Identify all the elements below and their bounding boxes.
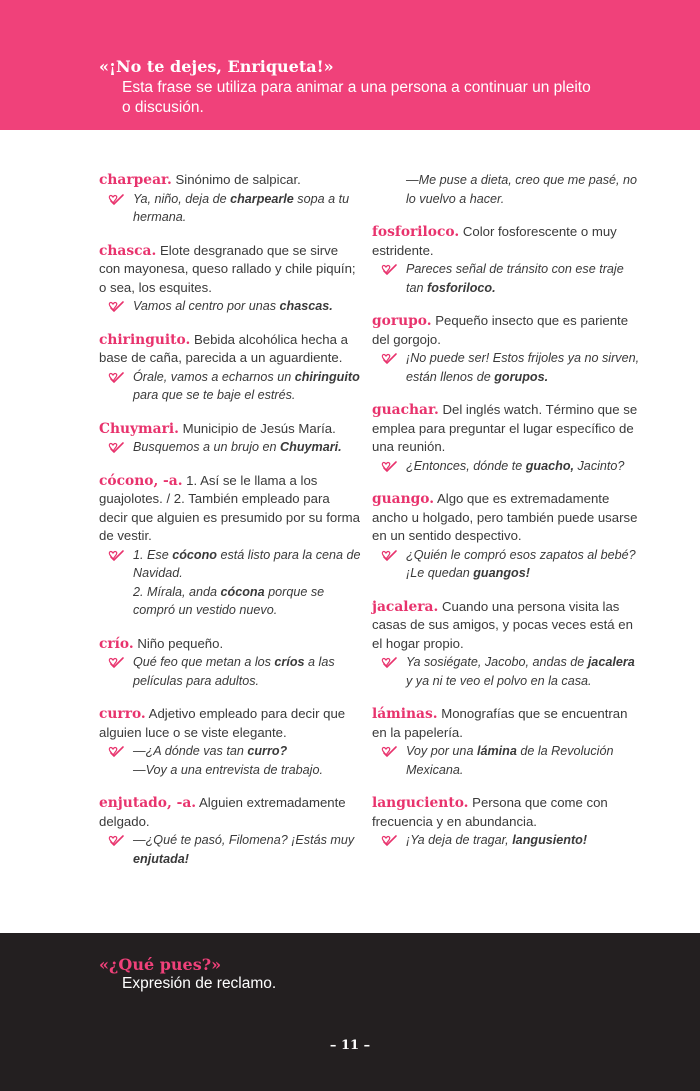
example-text: está listo para la cena de Navidad. [133, 547, 361, 580]
check-heart-icon [107, 371, 125, 385]
entry-definition-text: Color fosforescente o muy estridente. [372, 224, 617, 258]
entry-definition [372, 490, 642, 546]
entry-definition [99, 331, 361, 368]
example-keyword: chascas. [279, 299, 333, 313]
entry-definition [372, 223, 642, 260]
example-text: ¡No puede ser! Estos frijoles ya no sirven, están llenos de [406, 351, 640, 384]
banner-meaning: Esta frase se utiliza para animar a una persona a continuar un pleito o discusión. [122, 79, 591, 116]
bottom-banner [0, 933, 700, 1091]
entry-example [372, 349, 642, 386]
right-column [372, 171, 642, 865]
entry-headword: Chuymari. [99, 420, 179, 437]
entry-definition [99, 635, 361, 654]
check-heart-icon [107, 834, 125, 848]
check-heart-icon [107, 656, 125, 670]
check-heart-icon [107, 549, 125, 563]
example-text: Vamos al centro por unas [133, 299, 280, 313]
entry-definition-text: Monografías que se encuentran en la papelería. [372, 706, 628, 740]
entry-example [99, 583, 361, 620]
entry-example [372, 546, 642, 583]
example-text: ¿Entonces, dónde te [406, 458, 526, 473]
example-text: Órale, vamos a echarnos un [133, 369, 295, 384]
example-text: Qué feo que metan a los [133, 655, 275, 669]
entry-headword: crío. [99, 635, 134, 652]
entry-definition-text: Adjetivo empleado para decir que alguien luce o se viste elegante. [99, 706, 346, 740]
example-keyword: fosforiloco. [427, 280, 496, 295]
example-text: Jacinto? [574, 458, 625, 473]
dictionary-entry [372, 705, 642, 779]
check-heart-icon [380, 834, 398, 848]
page-number: – 11 – [329, 1038, 371, 1053]
entry-example [372, 260, 642, 297]
entry-headword: guachar. [372, 402, 439, 418]
example-text: Ya sosiégate, Jacobo, andas de [406, 655, 588, 669]
banner-phrase: «¡No te dejes, Enriqueta!» [99, 57, 334, 76]
check-heart-icon [380, 656, 398, 670]
dictionary-entry [372, 401, 642, 475]
entry-headword: cócono, -a. [99, 472, 183, 489]
example-keyword: Chuymari. [280, 440, 342, 454]
entry-definition-text: Cuando una persona visita las casas de sus amigos, y pocas veces está en el hogar propio. [372, 598, 633, 651]
entry-definition-text: Niño pequeño. [133, 635, 224, 651]
entry-example [372, 653, 642, 690]
entry-example [99, 297, 361, 316]
dictionary-entry [372, 490, 642, 583]
check-heart-icon [380, 549, 398, 563]
check-heart-icon [380, 745, 398, 759]
example-keyword: charpearle [230, 191, 294, 206]
example-keyword: cócona [220, 584, 265, 599]
entry-example [99, 368, 361, 405]
entry-definition [99, 705, 361, 742]
example-keyword: guangos! [473, 566, 530, 580]
example-text: —Voy a una entrevista de trabajo. [133, 762, 323, 777]
entry-example [99, 742, 361, 761]
check-heart-icon [380, 352, 398, 366]
example-text: porque se compró un vestido nuevo. [133, 584, 325, 617]
example-keyword: curro? [247, 744, 288, 758]
example-text: —¿Qué te pasó, Filomena? ¡Estás muy [133, 833, 355, 847]
entry-example [99, 831, 361, 868]
bottom-phrase: «¿Qué pues?» [99, 955, 222, 974]
left-column [99, 171, 361, 883]
example-text: para que se te baje el estrés. [133, 388, 296, 402]
entry-headword: jacalera. [372, 598, 439, 615]
entry-definition-text: Algo que es extremadamente ancho u holgado, pero también puede usarse en un sentido despectivo. [372, 491, 638, 543]
entry-headword: enjutado, -a. [99, 795, 197, 811]
example-text: —¿A dónde vas tan [133, 744, 248, 758]
entry-definition [372, 401, 642, 457]
check-heart-icon [380, 460, 398, 474]
dictionary-entry [372, 598, 642, 691]
dictionary-entry [372, 794, 642, 850]
entry-definition-text: 1. Así se le llama a los guajolotes. / 2. También empleado para decir que alguien es presumido por su forma de vestir. [99, 472, 360, 543]
example-keyword: guacho, [525, 458, 575, 473]
example-text: 1. [133, 547, 148, 562]
example-keyword: chiringuito [294, 369, 360, 384]
entry-example [372, 742, 642, 779]
entry-definition [372, 312, 642, 349]
entry-definition [99, 472, 361, 546]
check-heart-icon [107, 745, 125, 759]
dictionary-entry [372, 223, 642, 297]
example-text: de la Revolución Mexicana. [406, 744, 614, 777]
entry-example [372, 457, 642, 476]
entry-definition-text: Elote desgranado que se sirve con mayonesa, queso rallado y chile piquín; o sea, los esquites. [99, 242, 356, 295]
entry-definition [372, 598, 642, 654]
entry-headword: languciento. [372, 795, 469, 811]
entry-definition [99, 794, 361, 831]
dictionary-entry [99, 794, 361, 868]
example-text: ¡Ya deja de tragar, [406, 833, 513, 847]
entry-definition-text: Pequeño insecto que es pariente del gorgojo. [372, 313, 629, 347]
example-text: Ya, niño, deja de [133, 191, 231, 206]
dictionary-entry [99, 420, 361, 457]
entry-definition [99, 242, 361, 298]
entry-headword: chasca. [99, 242, 157, 259]
entry-definition-text: Municipio de Jesús María. [178, 420, 336, 436]
entry-example [99, 546, 361, 583]
entry-headword: láminas. [372, 706, 438, 722]
example-text: Ese [147, 547, 173, 562]
entry-headword: charpear. [99, 172, 172, 188]
example-keyword: lámina [476, 744, 517, 758]
check-heart-icon [107, 441, 125, 455]
example-keyword: gorupos. [494, 369, 549, 384]
entry-definition-text: Alguien extremadamente delgado. [99, 795, 346, 829]
dictionary-entry [99, 635, 361, 691]
check-heart-icon [107, 300, 125, 314]
bottom-meaning: Expresión de reclamo. [122, 975, 277, 992]
entry-definition [372, 705, 642, 742]
dictionary-entry [99, 331, 361, 405]
example-keyword: críos [274, 655, 305, 669]
entry-definition-text: Bebida alcohólica hecha a base de caña, parecida a un aguardiente. [99, 331, 348, 365]
example-keyword: cócono [172, 547, 217, 562]
example-text: sopa a tu hermana. [133, 191, 350, 224]
dictionary-entry [99, 472, 361, 620]
entry-definition-text: Del inglés watch. Término que se emplea para preguntar el lugar específico de una reunión. [372, 402, 638, 454]
example-text: 2. [133, 584, 148, 599]
example-text: Pareces señal de tránsito con ese traje tan [406, 262, 624, 295]
entry-definition [99, 420, 361, 439]
entry-definition [372, 794, 642, 831]
example-keyword: langusiento! [512, 833, 588, 847]
example-text: Busquemos a un brujo en [133, 440, 281, 454]
entry-example [99, 653, 361, 690]
check-heart-icon [107, 193, 125, 207]
entry-headword: guango. [372, 491, 435, 507]
dictionary-entry [372, 312, 642, 386]
continued-example: —Me puse a dieta, creo que me pasé, no lo vuelvo a hacer. [406, 173, 638, 206]
check-heart-icon [380, 263, 398, 277]
entry-headword: chiringuito. [99, 331, 191, 348]
entry-definition [99, 171, 361, 190]
entry-example [372, 831, 642, 850]
example-text: a las películas para adultos. [133, 655, 335, 688]
dictionary-entry [99, 242, 361, 316]
entry-example [99, 438, 361, 457]
entry-definition-text: Persona que come con frecuencia y en abundancia. [372, 795, 608, 829]
top-banner [0, 0, 700, 130]
dictionary-entry [99, 705, 361, 779]
entry-headword: fosforiloco. [372, 224, 460, 240]
example-text: Voy por una [406, 744, 477, 758]
example-text: ¿Quién le compró esos zapatos al bebé? ¡Le quedan [406, 547, 636, 580]
entry-headword: gorupo. [372, 313, 432, 329]
example-keyword: jacalera [587, 655, 635, 669]
example-text: y ya ni te veo el polvo en la casa. [406, 673, 592, 688]
entry-headword: curro. [99, 706, 146, 722]
dictionary-entry [99, 171, 361, 227]
example-keyword: enjutada! [133, 851, 189, 866]
entry-example [99, 190, 361, 227]
entry-definition-text: Sinónimo de salpicar. [171, 172, 301, 187]
entry-example [99, 761, 361, 780]
example-text: Mírala, anda [147, 584, 221, 599]
